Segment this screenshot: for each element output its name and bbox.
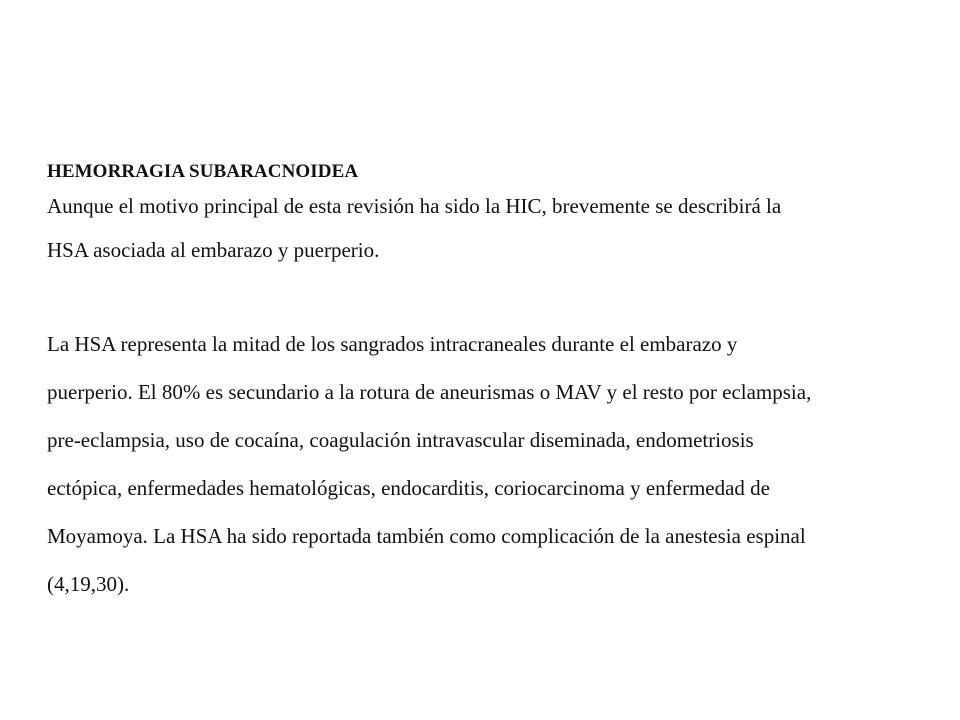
paragraph-description [47,320,937,608]
paragraph-line: La HSA representa la mitad de los sangrados intracraneales durante el embarazo y [47,332,738,356]
section-heading: HEMORRAGIA SUBARACNOIDEA [47,161,359,182]
paragraph-line: ectópica, enfermedades hematológicas, endocarditis, coriocarcinoma y enfermedad de [47,476,770,500]
paragraph-line: pre-eclampsia, uso de cocaína, coagulación intravascular diseminada, endometriosis [47,428,754,452]
paragraph-line: Moyamoya. La HSA ha sido reportada también como complicación de la anestesia espinal [47,524,806,548]
paragraph-line: Aunque el motivo principal de esta revisión ha sido la HIC, brevemente se describirá la [47,194,782,218]
paragraph-line: puerperio. El 80% es secundario a la rotura de aneurismas o MAV y el resto por eclampsia, [47,380,812,404]
paragraph-intro [47,186,937,274]
paragraph-line: (4,19,30). [47,572,130,596]
document-body [47,158,937,608]
paragraph-spacer [47,274,937,320]
paragraph-line: HSA asociada al embarazo y puerperio. [47,238,380,262]
